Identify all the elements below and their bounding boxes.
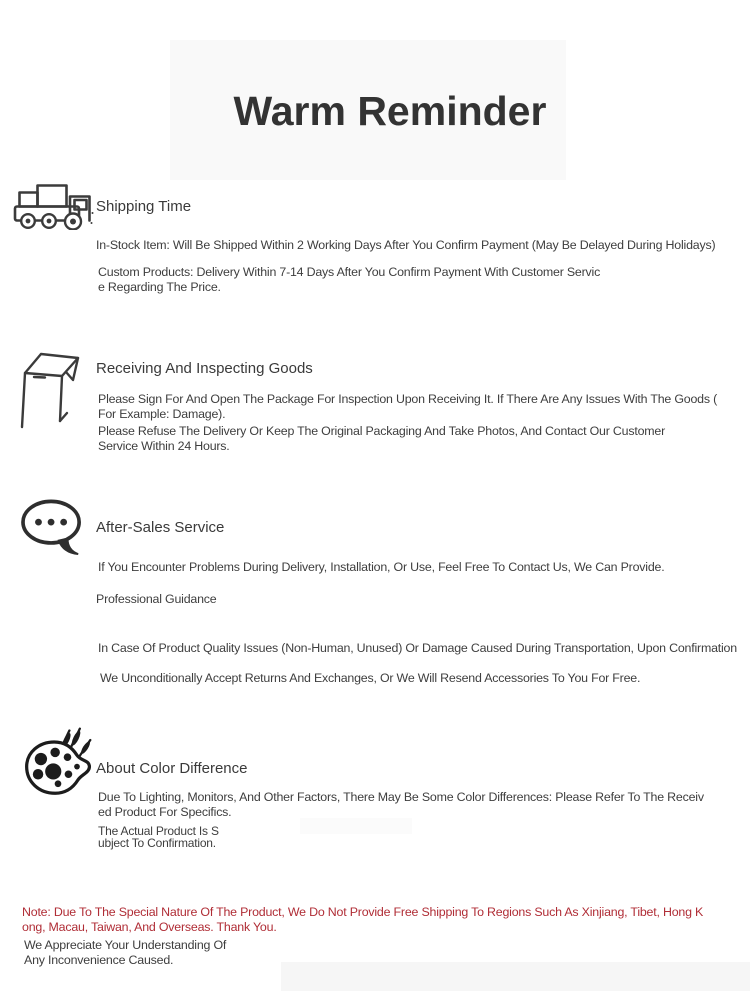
- receiving-paragraph: [98, 392, 717, 422]
- section-title-receiving-goods: Receiving And Inspecting Goods: [96, 360, 313, 377]
- text-line: ubject To Confirmation.: [98, 835, 216, 850]
- after-sales-paragraph: [98, 641, 737, 656]
- text-line: In-Stock Item: Will Be Shipped Within 2 Working Days After You Confirm Payment (May Be Delayed During Holidays): [96, 238, 716, 252]
- text-line: Any Inconvenience Caused.: [24, 953, 174, 967]
- text-line: Due To Lighting, Monitors, And Other Factors, There May Be Some Color Differences: Please Refer To The Receiv: [98, 790, 704, 804]
- text-line: Note: Due To The Special Nature Of The Product, We Do Not Provide Free Shipping To Regions Such As Xinjiang, Tibet, Hong K: [22, 905, 704, 919]
- after-sales-paragraph: [96, 592, 216, 607]
- shipping-paragraph: [96, 238, 715, 253]
- chat-bubble-icon: [16, 497, 90, 557]
- background-patch: [300, 818, 412, 834]
- text-line: ong, Macau, Taiwan, And Overseas. Thank You.: [22, 920, 277, 934]
- closing-note: [24, 938, 226, 968]
- section-title-shipping-time: Shipping Time: [96, 198, 192, 215]
- text-line: If You Encounter Problems During Delivery, Installation, Or Use, Feel Free To Contact Us, We Can Provide.: [98, 560, 665, 574]
- background-patch: [281, 962, 750, 991]
- open-box-icon: [17, 343, 81, 443]
- text-line: We Appreciate Your Understanding Of: [24, 938, 227, 952]
- section-title-color-difference: About Color Difference: [96, 760, 248, 777]
- after-sales-paragraph: [100, 671, 640, 686]
- color-difference-paragraph: [98, 790, 704, 820]
- receiving-paragraph: [98, 424, 665, 454]
- text-line: We Unconditionally Accept Returns And Exchanges, Or We Will Resend Accessories To You For Free.: [100, 671, 641, 685]
- text-line: Service Within 24 Hours.: [98, 439, 230, 453]
- after-sales-paragraph: [98, 560, 664, 575]
- text-line: For Example: Damage).: [98, 407, 226, 421]
- palette-icon: [20, 718, 96, 802]
- text-line: Please Sign For And Open The Package For Inspection Upon Receiving It. If There Are Any Issues With The Goods (: [98, 392, 718, 406]
- shipping-restriction-note: [22, 905, 703, 935]
- text-line: Please Refuse The Delivery Or Keep The Original Packaging And Take Photos, And Contact Our Customer: [98, 424, 666, 438]
- shipping-paragraph: [98, 265, 600, 295]
- text-line: Professional Guidance: [96, 592, 217, 606]
- text-line: e Regarding The Price.: [98, 280, 221, 294]
- section-title-after-sales: After-Sales Service: [96, 519, 225, 536]
- text-line: ed Product For Specifics.: [98, 805, 232, 819]
- page-title: Warm Reminder: [233, 88, 547, 134]
- color-difference-paragraph: [98, 826, 219, 849]
- text-line: In Case Of Product Quality Issues (Non-Human, Unused) Or Damage Caused During Transportation, Upon Confirmation: [98, 641, 737, 655]
- text-line: Custom Products: Delivery Within 7-14 Days After You Confirm Payment With Customer Servic: [98, 265, 601, 279]
- truck-icon: [12, 180, 94, 230]
- text-line: The Actual Product Is S: [98, 824, 219, 838]
